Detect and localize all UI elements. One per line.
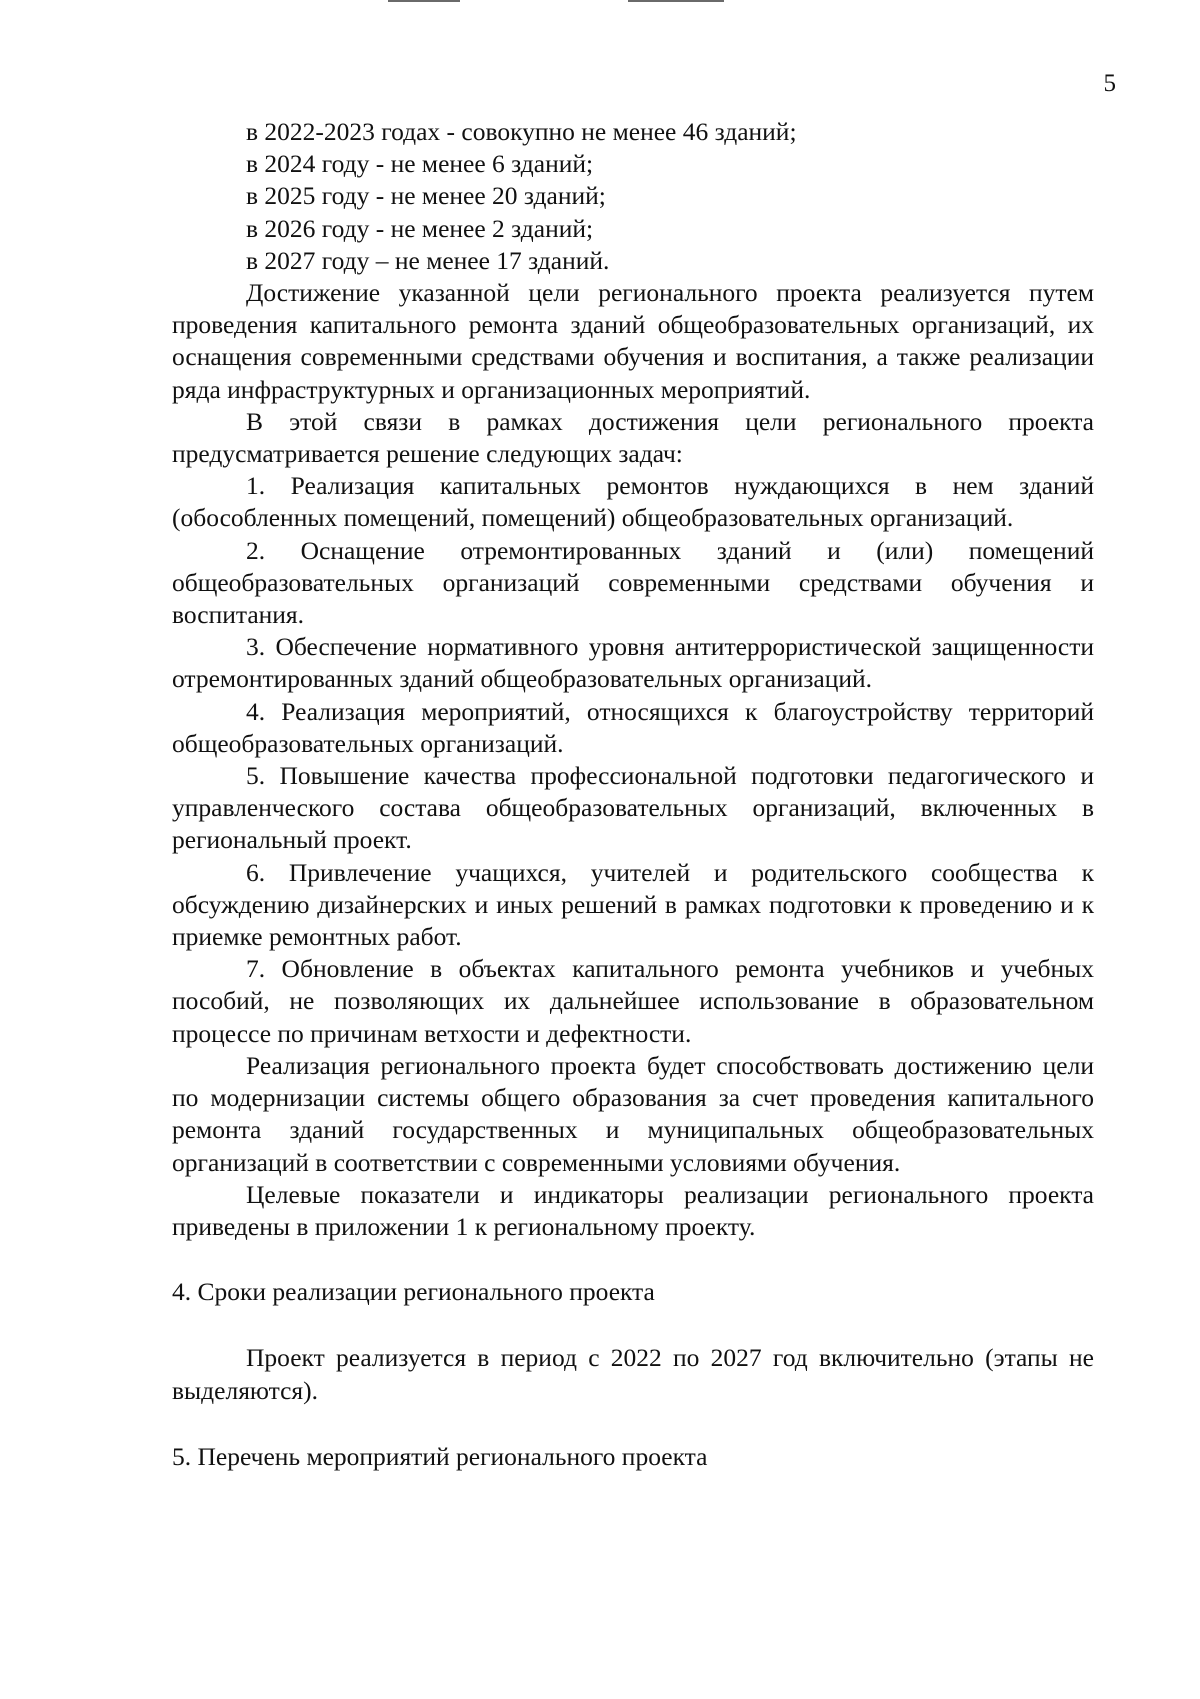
contribution-paragraph: Реализация регионального проекта будет способствовать достижению цели по модернизации системы общего образования за счет проведения капитального ремонта зданий государственных и муниципальных общеобразовательных организаций в соответствии с современными условиями обучения.	[172, 1050, 1094, 1177]
indicators-paragraph: Целевые показатели и индикаторы реализации регионального проекта приведены в приложении 1 к региональному проекту.	[172, 1179, 1094, 1241]
section-spacer	[172, 1308, 1094, 1342]
achievement-paragraph: Достижение указанной цели регионального проекта реализуется путем проведения капитального ремонта зданий общеобразовательных организаций, их оснащения современными средствами обучения и воспитания, а также реализации ряда инфраструктурных и организационных мероприятий.	[172, 278, 1094, 404]
year-target-line: в 2025 году - не менее 20 зданий;	[246, 181, 606, 211]
document-body	[172, 116, 1094, 1473]
section-5-heading: 5. Перечень мероприятий регионального проекта	[172, 1441, 708, 1471]
page-number: 5	[1103, 70, 1116, 97]
year-target-line: в 2027 году – не менее 17 зданий.	[246, 245, 610, 275]
section-4-heading: 4. Сроки реализации регионального проекта	[172, 1277, 655, 1307]
task-item: 3. Обеспечение нормативного уровня антитеррористической защищенности отремонтированных зданий общеобразовательных организаций.	[172, 632, 1094, 694]
tasks-intro-paragraph: В этой связи в рамках достижения цели регионального проекта предусматривается решение следующих задач:	[172, 406, 1094, 469]
task-item: 7. Обновление в объектах капитального ремонта учебников и учебных пособий, не позволяющих их дальнейшее использование в образовательном процессе по причинам ветхости и дефектности.	[172, 954, 1094, 1048]
task-item: 1. Реализация капитальных ремонтов нуждающихся в нем зданий (обособленных помещений, помещений) общеобразовательных организаций.	[172, 471, 1094, 533]
year-target-line: в 2026 году - не менее 2 зданий;	[246, 213, 594, 243]
section-4-paragraph: Проект реализуется в период с 2022 по 2027 год включительно (этапы не выделяются).	[172, 1343, 1094, 1405]
year-target-line: в 2022-2023 годах - совокупно не менее 46 зданий;	[246, 117, 797, 146]
scan-artifact-line	[628, 0, 724, 2]
task-item: 4. Реализация мероприятий, относящихся к благоустройству территорий общеобразовательных организаций.	[172, 696, 1094, 758]
task-item: 6. Привлечение учащихся, учителей и родительского сообщества к обсуждению дизайнерских и иных решений в рамках подготовки к проведению и к приемке ремонтных работ.	[172, 857, 1094, 952]
scan-artifact-line	[388, 0, 460, 2]
section-spacer	[172, 1243, 1094, 1276]
task-item: 2. Оснащение отремонтированных зданий и (или) помещений общеобразовательных организаций современными средствами обучения и воспитания.	[172, 535, 1094, 630]
task-item: 5. Повышение качества профессиональной подготовки педагогического и управленческого состава общеобразовательных организаций, включенных в региональный проект.	[172, 761, 1094, 855]
year-target-line: в 2024 году - не менее 6 зданий;	[246, 149, 594, 179]
section-spacer	[172, 1407, 1094, 1441]
